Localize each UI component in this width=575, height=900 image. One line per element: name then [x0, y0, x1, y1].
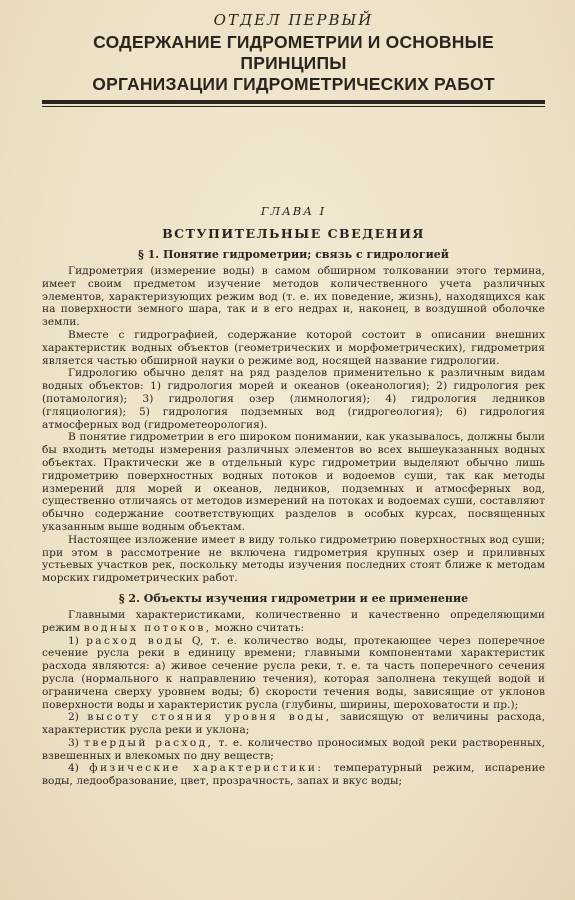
- list-item-term: твердый расход,: [84, 736, 214, 749]
- list-item-term: физические характеристики:: [89, 762, 324, 775]
- body-paragraph: Гидрометрия (измерение воды) в самом обширном толковании этого термина, имеет своим предметом изучение методов количественного учета различных элементов, характеризующих режим вод (т. е. их поведение, жизнь), находящихся как на поверхности земного шара, так и в его недрах и, наконец, в воздушной оболочке земли.: [42, 265, 545, 329]
- header-rule-thick: [42, 100, 545, 104]
- chapter-label: ГЛАВА I: [260, 204, 327, 218]
- list-item: [42, 737, 545, 763]
- list-item-text: Q, т. е. количество воды, протекающее через поперечное сечение русла реки в единицу времени; главными компонентами характеристик расхода являются: а) живое сечение русла реки, т. е. та часть поперечного сечения русла (нормального к направлению течения), которая заполнена текущей водой и ограничена сверху уровнем воды; б) скорости течения воды, зависящие от уклонов поверхности воды и характеристик русла (глубины, ширины, шероховатости и пр.);: [42, 634, 545, 711]
- list-item: [42, 635, 545, 712]
- list-item: [42, 762, 545, 788]
- section-title-line-2: ОРГАНИЗАЦИИ ГИДРОМЕТРИЧЕСКИХ РАБОТ: [92, 74, 495, 94]
- paragraph-2-heading: § 2. Объекты изучения гидрометрии и ее применение: [118, 591, 469, 605]
- list-item-text: зависящую от величины расхода, характеристик русла реки и уклона;: [42, 711, 545, 737]
- body-paragraph: Настоящее изложение имеет в виду только гидрометрию поверхностных вод суши; при этом в рассмотрение не включена гидрометрия крупных озер и приливных устьевых участков рек, поскольку методы изучения последних стоят ближе к методам морских гидрометрических работ.: [42, 533, 545, 585]
- list-item-term: высоту стояния уровня воды,: [87, 711, 332, 724]
- list-item-term: расход воды: [86, 634, 185, 647]
- list-item: [42, 711, 545, 737]
- intro-text-end: можно считать:: [211, 621, 305, 634]
- list-item-text: температурный режим, испарение воды, ледообразование, цвет, прозрачность, запах и вкус воды;: [42, 762, 546, 788]
- intro-spaced-term: водных потоков,: [83, 621, 212, 634]
- list-item-number: 2): [68, 711, 88, 724]
- list-item-number: 3): [68, 736, 85, 749]
- list-item-number: 4): [68, 762, 90, 775]
- intro-text: Главными характеристиками, количественно и качественно определяющими режим: [42, 608, 545, 634]
- section-title-line-1: СОДЕРЖАНИЕ ГИДРОМЕТРИИ И ОСНОВНЫЕ ПРИНЦИПЫ: [93, 32, 494, 73]
- body-paragraph: Вместе с гидрографией, содержание которой состоит в описании внешних характеристик водных объектов (геометрических и морфометрических), гидрометрия является частью обширной науки о режиме вод, носящей название гидрологии.: [42, 328, 545, 367]
- chapter-title: ВСТУПИТЕЛЬНЫЕ СВЕДЕНИЯ: [162, 226, 425, 241]
- section-label: ОТДЕЛ ПЕРВЫЙ: [213, 11, 374, 29]
- list-item-number: 1): [68, 634, 87, 647]
- header-rule-thin: [42, 106, 545, 107]
- list-item-text: т. е. количество проносимых водой реки растворенных, взвешенных и влекомых по дну веществ;: [42, 736, 545, 762]
- paragraph-1-heading: § 1. Понятие гидрометрии; связь с гидрологией: [138, 248, 449, 261]
- body-paragraph: Гидрологию обычно делят на ряд разделов применительно к различным видам водных объектов: 1) гидрология морей и океанов (океанология); 2) гидрология рек (потамология); 3) гидрология озер (лимнология); 4) гидрология ледников (гляциология); 5) гидрология подземных вод (гидрогеология); 6) гидрология атмосферных вод (гидрометеорология).: [42, 367, 545, 431]
- body-paragraph: В понятие гидрометрии в его широком понимании, как указывалось, должны были бы входить методы измерения различных элементов во всех вышеуказанных водных объектах. Практически же в отдельный курс гидрометрии выделяют обычно лишь гидрометрию поверхностных водных потоков и водоемов суши, так как методы измерений для морей и океанов, ледников, подземных и атмосферных вод, существенно отличаясь от методов измерений на потоках и водоемах суши, составляют обычно содержание соответствующих разделов в особых курсах, посвященных указанным выше водным объектам.: [42, 431, 545, 533]
- section-title: [42, 32, 545, 95]
- body-paragraph-intro: [42, 609, 545, 635]
